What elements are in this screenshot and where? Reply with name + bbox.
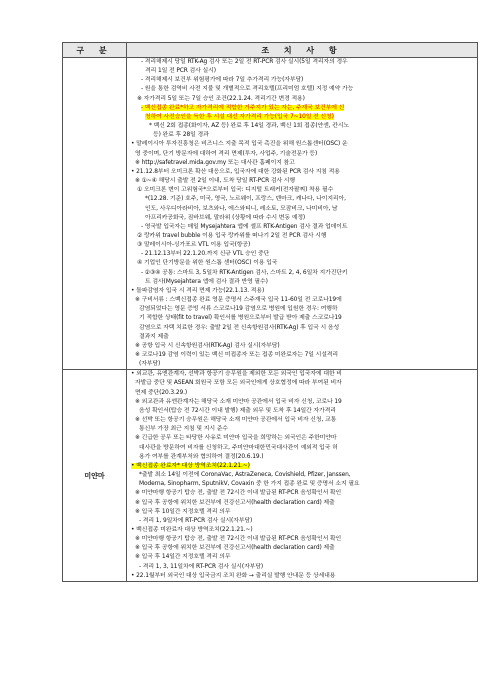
measure-line	[127, 360, 477, 369]
measure-line-text: - 원을 통한 검역비 사전 지불 및 개별적으로 격리호텔(프리미엄 호텔) 지정 예약 가능	[141, 86, 354, 93]
measure-line	[127, 553, 477, 562]
measure-line	[127, 278, 477, 287]
measure-line	[127, 131, 477, 140]
measure-line	[127, 150, 477, 159]
measure-line-text: 자발급 중단 및 ASEAN 회원국 포함 모든 외국인에게 상호협정에 따라 부여된 비자	[135, 380, 342, 387]
measure-line-text: - 격리해제시 당일 RTK-Ag 검사 또는 2일 전 RT-PCR 검사 실시(5일 격리자의 경우	[141, 59, 348, 65]
measure-line-text: ※ 외교관과 유엔관계자는 해당국 소재 미얀마 공관에서 입국 비자 신청, 코로나 19	[135, 398, 342, 405]
measure-line-text: Moderna, Sinopharm, SputnikV, Covaxin 중 한 가지 접종 완료 및 증명서 소지 필요	[139, 481, 360, 488]
measure-line-text: ※ 미얀마행 항공기 탑승 전, 출발 전 72시간 이내 발급된 RT-PCR 음성확인서 확인	[135, 490, 342, 497]
measure-line	[127, 205, 477, 214]
measure-line-text: 면제 중단(20.3.29.)	[135, 389, 188, 396]
measure-line-text: ※ 코로나19 감염 이력이 있는 백신 미접종자 또는 접종 미완료자는 7일 시설격리	[135, 352, 338, 358]
header-category: 구 분	[63, 43, 127, 58]
measure-line	[127, 526, 477, 535]
measure-line-text: 감염으로 자택 치료한 경우: 출발 2일 전 신속항원검사(RTK-Ag) 후 입국 시 음성	[139, 324, 340, 331]
measure-line	[127, 250, 477, 259]
measure-line-text: ③ 말레이시아-싱가포르 VTL 이용 입국(항공)	[137, 242, 251, 249]
measure-line-text: - 격리 1, 3, 11일차에 RT-PCR 검사 실시(자부담)	[139, 563, 264, 570]
measure-line	[127, 195, 477, 204]
country-name: 미얀마	[63, 370, 127, 582]
measure-line	[127, 462, 477, 471]
measure-line-text: * 백신 2회 접종(화이자, AZ 등) 완료 후 14일 경과, 백신 1회 접종(얀센, 칸시노	[149, 123, 350, 130]
measure-line	[127, 177, 477, 186]
measure-line-text: ※ 자가격리 5일 또는 7일 승인 조건(22.1.24. 격리기간 변경 적용)	[137, 95, 305, 102]
measure-line-text: • 돌파감염자 입국 시 격리 면제 가능(22.1.13. 적용)	[131, 287, 265, 294]
header-measures: 조 치 사 항	[127, 43, 478, 58]
measure-line-text: ※ 공항 입국 시 신속항원검사(RTK-Ag) 검사 실시(자부담)	[135, 342, 280, 349]
measure-line-text: • 백신접종 완료자* 대상 방역조치(22.1.21.~)	[131, 462, 250, 469]
measure-line	[127, 305, 477, 314]
measure-line-text: ※ 선박 또는 항공기 승무원은 해당국 소재 미얀마 공관에서 입국 비자 신청, 교통	[135, 417, 337, 424]
measure-line-text: ② 랑카위 travel bubble 이용 입국 랑카위를 떠나기 2일 전 PCR 검사 시행	[137, 232, 327, 239]
entry-measures-table	[62, 42, 478, 582]
measure-line-text: ※ 입국 후 10일간 지정호텔 격리 의무	[135, 508, 231, 515]
table-row	[63, 370, 478, 582]
measure-line-text: ※ 입국 후 공항에 위치한 보건부에 건강신고서(health declaration card) 제출	[135, 499, 335, 506]
measure-line	[127, 535, 477, 544]
measure-line-text: ※ 구비서류 : 스백신접종 완료 영문 증명서 스주재국 입국 11-60일 전 코로나19에	[135, 297, 342, 304]
measure-line-text: 용가 여부를 관계부처와 협의하여 결정(20.6.19.)	[139, 453, 264, 460]
measure-line	[127, 324, 477, 333]
measure-line-text: 대사관을 방문하여 비자를 신청하고, 주미얀마대한민국대사관이 예외적 입국 허	[139, 444, 338, 451]
measure-line-text: (자부담)	[139, 361, 161, 368]
measure-line	[127, 159, 477, 168]
measure-line	[127, 113, 477, 122]
measure-line-text: • 22.1월부터 외국인 대상 입국금지 조치 완화 → 출리실 발행 안내문 등 상세내용	[131, 572, 336, 579]
measure-line	[127, 444, 477, 453]
measure-line	[127, 342, 477, 351]
measure-line	[127, 85, 477, 94]
table-row	[63, 58, 478, 370]
measure-line	[127, 314, 477, 323]
measure-line-text: ※ 긴급한 공무 또는 타당한 사유로 미얀마 입국을 희망하는 외국인은 주한미얀마	[135, 435, 337, 442]
measure-line	[127, 499, 477, 508]
measure-line	[127, 572, 477, 581]
measure-line	[127, 425, 477, 434]
measure-line	[127, 223, 477, 232]
measure-line	[127, 407, 477, 416]
measure-line	[127, 67, 477, 76]
measure-line-text: ※ 입국 후 14일간 지정호텔 격리 의무	[135, 554, 231, 561]
measure-line	[127, 416, 477, 425]
measure-line	[127, 453, 477, 462]
measure-line-text: 청하여 사전승인을 득한 후 시설 대신 자가격리 가능(입국 7~10일 전 신청)	[145, 113, 334, 120]
measure-line-text: 인도, 사우디아라비아, 보츠와나, 에스와티니, 레소토, 모잠비크, 나미비아, 남	[145, 205, 338, 212]
measure-line	[127, 544, 477, 553]
measure-line	[127, 351, 477, 360]
measures-cell-myanmar	[127, 370, 478, 582]
measure-line	[127, 434, 477, 443]
measure-line	[127, 517, 477, 526]
measure-line	[127, 259, 477, 268]
measure-line-text: - 격리 1, 9일차에 RT-PCR 검사 실시(자부담)	[139, 517, 253, 524]
measure-line-text: *(12.28. 기준) 호주, 미국, 영국, 노르웨이, 프랑스, 덴마크, 캐나다, 나이지리아,	[145, 196, 346, 203]
country-cell-continued	[63, 58, 127, 370]
measure-line	[127, 287, 477, 296]
measure-line	[127, 398, 477, 407]
measure-line	[127, 379, 477, 388]
measure-line-text: ※ 입국 후 공항에 위치한 보건부에 건강신고서(health declaration card) 제출	[135, 545, 335, 552]
measure-line	[127, 214, 477, 223]
measure-line-text: 음성 확인서(탑승 전 72시간 이내 발행) 제출 외무 및 도착 후 14일간 자가격리	[139, 407, 336, 414]
table-header-row	[63, 43, 478, 58]
measure-line	[127, 241, 477, 250]
measure-line-text: - ②③④ 공통: 스마트 3, 5일차 RTK-Antigen 검사, 스마트 2, 4, 6일차 지가진단키	[141, 269, 348, 276]
measure-line-text: 격리 1일 전 PCR 검사 실시)	[145, 68, 216, 75]
measure-line-text: *출발 최소 14일 이전에 CoronaVac, AstraZeneca, Covishield, Pfizer, Janssen,	[139, 472, 351, 479]
measure-line	[127, 140, 477, 149]
measure-line	[127, 168, 477, 177]
measure-line	[127, 471, 477, 480]
measure-line-text: 기 적합한 상태(fit to travel) 확인서를 병원으로부터 발급 받아 제출 스코로나19	[139, 315, 342, 322]
measure-line-text: 트 검사(Mysejahtera 앱에 검사 결과 반영 필수)	[145, 278, 268, 285]
measure-line	[127, 508, 477, 517]
measure-line	[127, 95, 477, 104]
measure-line	[127, 296, 477, 305]
measure-line-text: • 외교관, 유엔관계자, 선박과 항공기 승무원을 제외한 모든 외국인 입국자에 대한 비	[131, 371, 342, 378]
measure-line-text: - 영국발 입국자는 매일 Mysejahtera 앱에 셀프 RTK-Antigen 검사 결과 업데이트	[141, 223, 348, 230]
measure-line	[127, 389, 477, 398]
measure-line-text: - 21.12.13부터 22.1.20.까지 신규 VTL 승인 중단	[141, 251, 270, 258]
measure-line	[127, 563, 477, 572]
measure-line	[127, 232, 477, 241]
measure-line	[127, 489, 477, 498]
measure-line-text: ※ 미얀마행 항공기 탑승 전, 출발 전 72시간 이내 발급된 RT-PCR 음성확인서 확인	[135, 536, 342, 543]
measure-line	[127, 104, 477, 113]
measure-line	[127, 333, 477, 342]
measure-line-text: ① 오미크론 변이 고위험국*으로부터 입국: 디지털 트래커(전자팔찌) 착용 필수	[137, 187, 334, 194]
measure-line-text: 영 중이며, 단기 방문자에 대하여 격리 면제(투자, 사업주, 기술전문가 등)	[135, 150, 318, 157]
measure-line	[127, 480, 477, 489]
measure-line-text: - 백신접종 완료*하고 자가격리에 적합한 거주지가 있는 자는, 주재국 보건부에 신	[141, 104, 345, 111]
measure-line-text: 아프리카공화국, 짐바브웨, 말라위 (상황에 따라 수시 변동 예정)	[145, 214, 306, 221]
measure-line-text: 등) 완료 후 28일 경과	[153, 132, 209, 139]
measure-line-text: 결과지 제출	[139, 333, 169, 340]
measure-line	[127, 58, 477, 67]
measure-line-text: 감염되었다는 영문 증빙 서류 스코로나19 감염으로 병원에 입원한 경우: 여행하	[139, 306, 338, 313]
measure-line-text: 통신부 가장 최근 지침 및 지시 준수	[139, 426, 228, 433]
measure-line	[127, 76, 477, 85]
measure-line-text: • 말레이시아 투자진흥청은 비즈니스 지출 목적 입국 촉진을 위해 원스톱센터(OSC) 운	[131, 141, 348, 148]
measure-line	[127, 122, 477, 131]
measure-line-text: • 백신접종 미완료자 대상 방역조치(22.1.21.~)	[131, 526, 253, 533]
measure-line	[127, 186, 477, 195]
measure-line	[127, 269, 477, 278]
measure-line-text: - 격리해제시 보건부 위험평가에 따라 7일 추가격리 가능(자부담)	[141, 77, 304, 84]
measure-line	[127, 370, 477, 379]
measures-cell-continued	[127, 58, 478, 370]
measure-line-text: ④ 기업인 단기방문을 위한 원스톱 센터(OSC) 이용 입국	[137, 260, 278, 267]
measure-line-text: • 21.12.8부터 오미크론 확산 대응으로, 입국자에 대한 강화된 PCR 검사 지침 적용	[131, 168, 340, 175]
measure-line-text: ※ ①~④ 해당시 출발 전 2일 이내, 도착 당일 RT-PCR 검사 시행	[135, 178, 295, 185]
measure-line-text: ※ http://safetravel.mida.gov.my 또는 대사관 홈페이지 참고	[135, 159, 295, 166]
